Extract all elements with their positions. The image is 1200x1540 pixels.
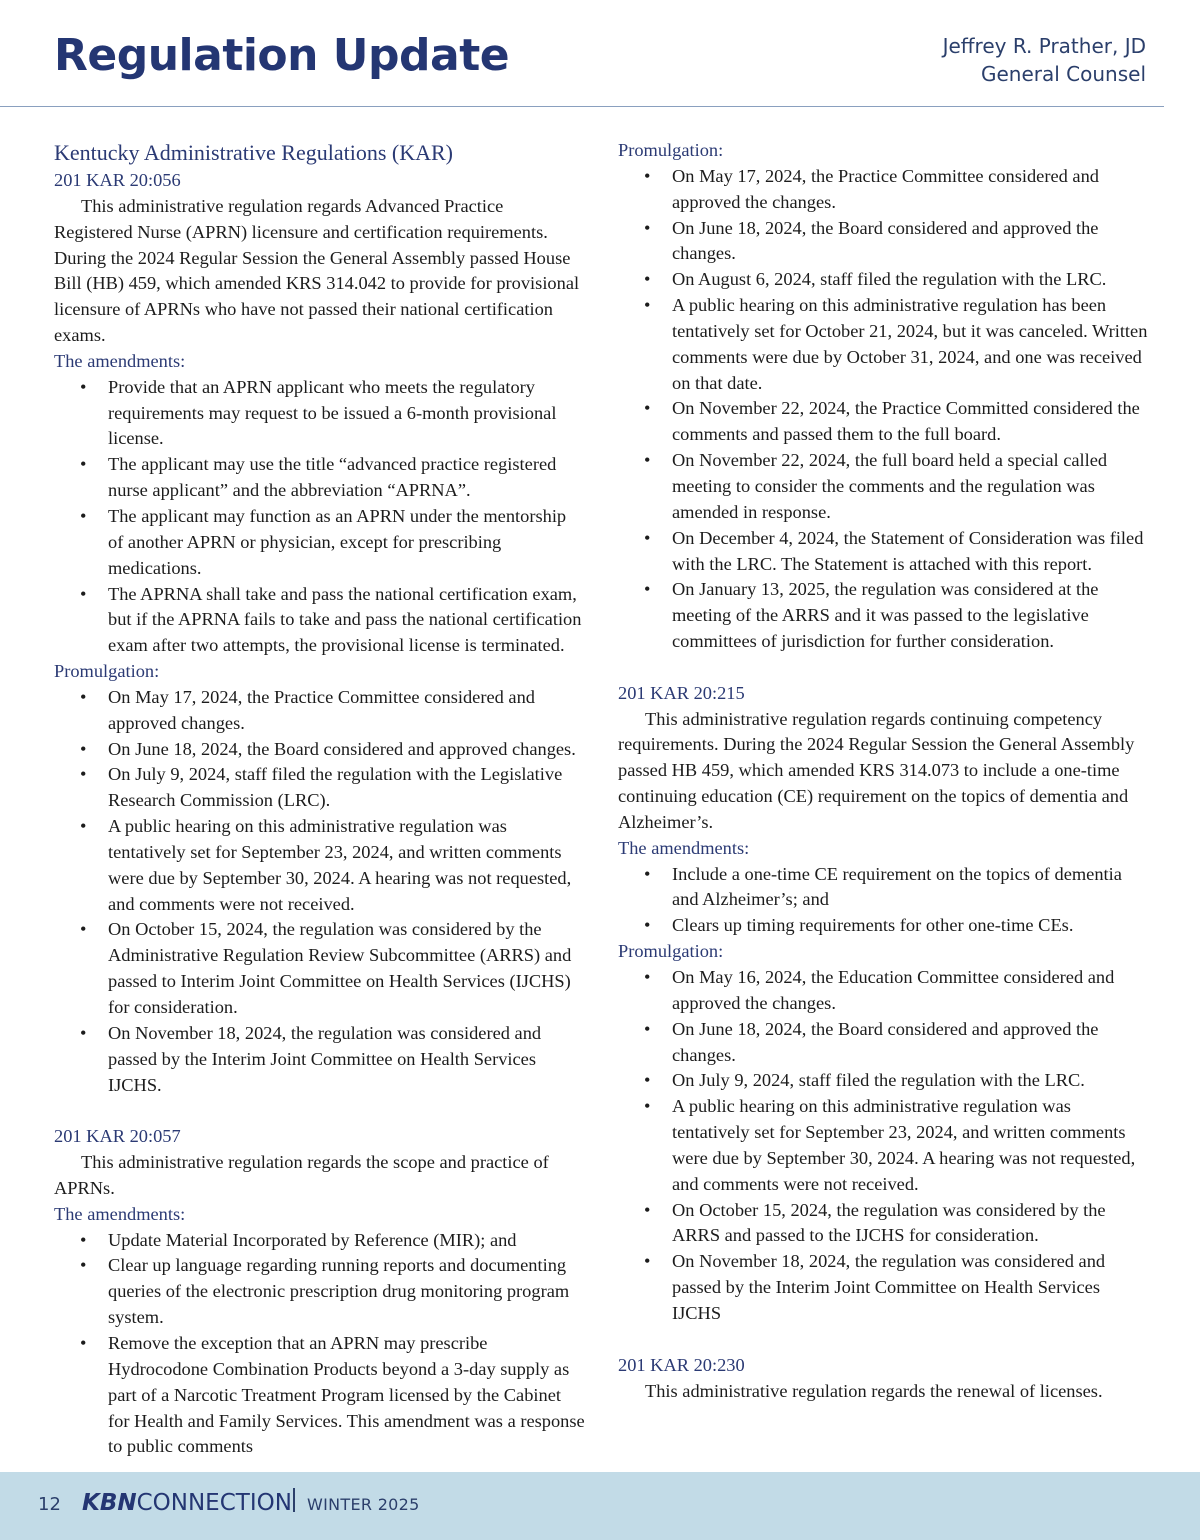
list-item: • On November 22, 2024, the full board held a special called meeting to consider the comments and the regulation was amended in response.: [672, 448, 1150, 526]
header-divider: [0, 106, 1164, 107]
list-item: • A public hearing on this administrative regulation has been tentatively set for October 21, 2024, but it was canceled. Written comments were due by October 31, 2024, and one was received on that date.: [672, 293, 1150, 396]
list-item: • On October 15, 2024, the regulation was considered by the Administrative Regulation Review Subcommittee (ARRS) and passed to Interim Joint Committee on Health Services (IJCHS) for consideration.: [108, 917, 586, 1020]
amendments-list: [618, 862, 1150, 940]
regulation-id: 201 KAR 20:215: [618, 682, 745, 703]
list-item: • Clears up timing requirements for other one-time CEs.: [672, 913, 1150, 939]
author-block: [943, 32, 1146, 88]
promulgation-list: [618, 965, 1150, 1327]
brand-bold: KBN: [82, 1490, 137, 1516]
list-item: • On November 18, 2024, the regulation was considered and passed by the Interim Joint Committee on Health Services IJCHS.: [108, 1021, 586, 1099]
list-item: • On May 17, 2024, the Practice Committee considered and approved changes.: [108, 685, 586, 737]
page-title: Regulation Update: [54, 30, 510, 81]
list-item: • On January 13, 2025, the regulation was considered at the meeting of the ARRS and it was passed to the legislative committees of jurisdiction for further consideration.: [672, 577, 1150, 655]
list-item: • On July 9, 2024, staff filed the regulation with the Legislative Research Commission (LRC).: [108, 762, 586, 814]
promulgation-label: Promulgation:: [618, 941, 724, 962]
list-item: • On June 18, 2024, the Board considered and approved changes.: [108, 737, 586, 763]
regulation-intro: This administrative regulation regards Advanced Practice Registered Nurse (APRN) licensure and certification requirements. During the 2024 Regular Session the General Assembly passed House Bill (HB) 459, which amended KRS 314.042 to provide for provisional licensure of APRNs who have not passed their national certification exams.: [54, 195, 580, 346]
footer-divider: [293, 1488, 295, 1512]
list-item: • The applicant may function as an APRN under the mentorship of another APRN or physician, except for prescribing medications.: [108, 504, 586, 582]
list-item: • On May 16, 2024, the Education Committee considered and approved the changes.: [672, 965, 1150, 1017]
page-header: [0, 0, 1200, 108]
amendments-list: [54, 1228, 586, 1461]
list-item: • Remove the exception that an APRN may prescribe Hydrocodone Combination Products beyond a 3-day supply as part of a Narcotic Treatment Program licensed by the Cabinet for Health and Family Services. This amendment was a response to public comments: [108, 1331, 586, 1460]
list-item: • The applicant may use the title “advanced practice registered nurse applicant” and the abbreviation “APRNA”.: [108, 452, 586, 504]
regulation-id: 201 KAR 20:057: [54, 1126, 181, 1147]
right-column: [618, 138, 1150, 1404]
list-item: • On November 22, 2024, the Practice Committed considered the comments and passed them to the full board.: [672, 396, 1150, 448]
publication-logo: [82, 1484, 292, 1522]
amendments-list: [54, 375, 586, 659]
issue-label: WINTER 2025: [307, 1495, 420, 1514]
list-item: • Clear up language regarding running reports and documenting queries of the electronic prescription drug monitoring program system.: [108, 1253, 586, 1331]
list-item: • On June 18, 2024, the Board considered and approved the changes.: [672, 1017, 1150, 1069]
promulgation-label: Promulgation:: [618, 140, 724, 160]
left-column: [54, 138, 586, 1460]
regulation-intro: This administrative regulation regards the scope and practice of APRNs.: [54, 1152, 549, 1198]
list-item: • On July 9, 2024, staff filed the regulation with the LRC.: [672, 1068, 1150, 1094]
amendments-label: The amendments:: [618, 837, 750, 858]
regulation-intro: This administrative regulation regards continuing competency requirements. During the 2024 Regular Session the General Assembly passed HB 459, which amended KRS 314.073 to include a one-time continuing education (CE) requirement on the topics of dementia and Alzheimer’s.: [618, 708, 1135, 832]
amendments-label: The amendments:: [54, 350, 186, 371]
list-item: • On June 18, 2024, the Board considered and approved the changes.: [672, 216, 1150, 268]
promulgation-list: [54, 685, 586, 1099]
list-item: • On December 4, 2024, the Statement of Consideration was filed with the LRC. The Statement is attached with this report.: [672, 526, 1150, 578]
author-role: General Counsel: [980, 62, 1146, 86]
section-title: Kentucky Administrative Regulations (KAR): [54, 140, 453, 165]
brand-light: CONNECTION: [136, 1490, 292, 1516]
amendments-label: The amendments:: [54, 1203, 186, 1224]
promulgation-label: Promulgation:: [54, 661, 160, 682]
page-number: 12: [38, 1494, 61, 1515]
page-footer: [0, 1472, 1200, 1540]
regulation-id: 201 KAR 20:230: [618, 1354, 745, 1375]
regulation-intro: This administrative regulation regards the renewal of licenses.: [645, 1380, 1103, 1401]
promulgation-list: [618, 164, 1150, 655]
list-item: • Include a one-time CE requirement on the topics of dementia and Alzheimer’s; and: [672, 862, 1150, 914]
author-name: Jeffrey R. Prather, JD: [942, 34, 1146, 58]
list-item: • On August 6, 2024, staff filed the regulation with the LRC.: [672, 267, 1150, 293]
list-item: • Provide that an APRN applicant who meets the regulatory requirements may request to be issued a 6-month provisional license.: [108, 375, 586, 453]
regulation-id: 201 KAR 20:056: [54, 170, 181, 190]
list-item: • On October 15, 2024, the regulation was considered by the ARRS and passed to the IJCHS for consideration.: [672, 1198, 1150, 1250]
list-item: • On May 17, 2024, the Practice Committee considered and approved the changes.: [672, 164, 1150, 216]
list-item: • Update Material Incorporated by Reference (MIR); and: [108, 1228, 586, 1254]
list-item: • A public hearing on this administrative regulation was tentatively set for September 23, 2024, and written comments were due by September 30, 2024. A hearing was not requested, and comments were not received.: [672, 1094, 1150, 1197]
list-item: • A public hearing on this administrative regulation was tentatively set for September 23, 2024, and written comments were due by September 30, 2024. A hearing was not requested, and comments were not received.: [108, 814, 586, 917]
list-item: • On November 18, 2024, the regulation was considered and passed by the Interim Joint Committee on Health Services IJCHS: [672, 1249, 1150, 1327]
list-item: • The APRNA shall take and pass the national certification exam, but if the APRNA fails to take and pass the national certification exam after two attempts, the provisional license is terminated.: [108, 582, 586, 660]
